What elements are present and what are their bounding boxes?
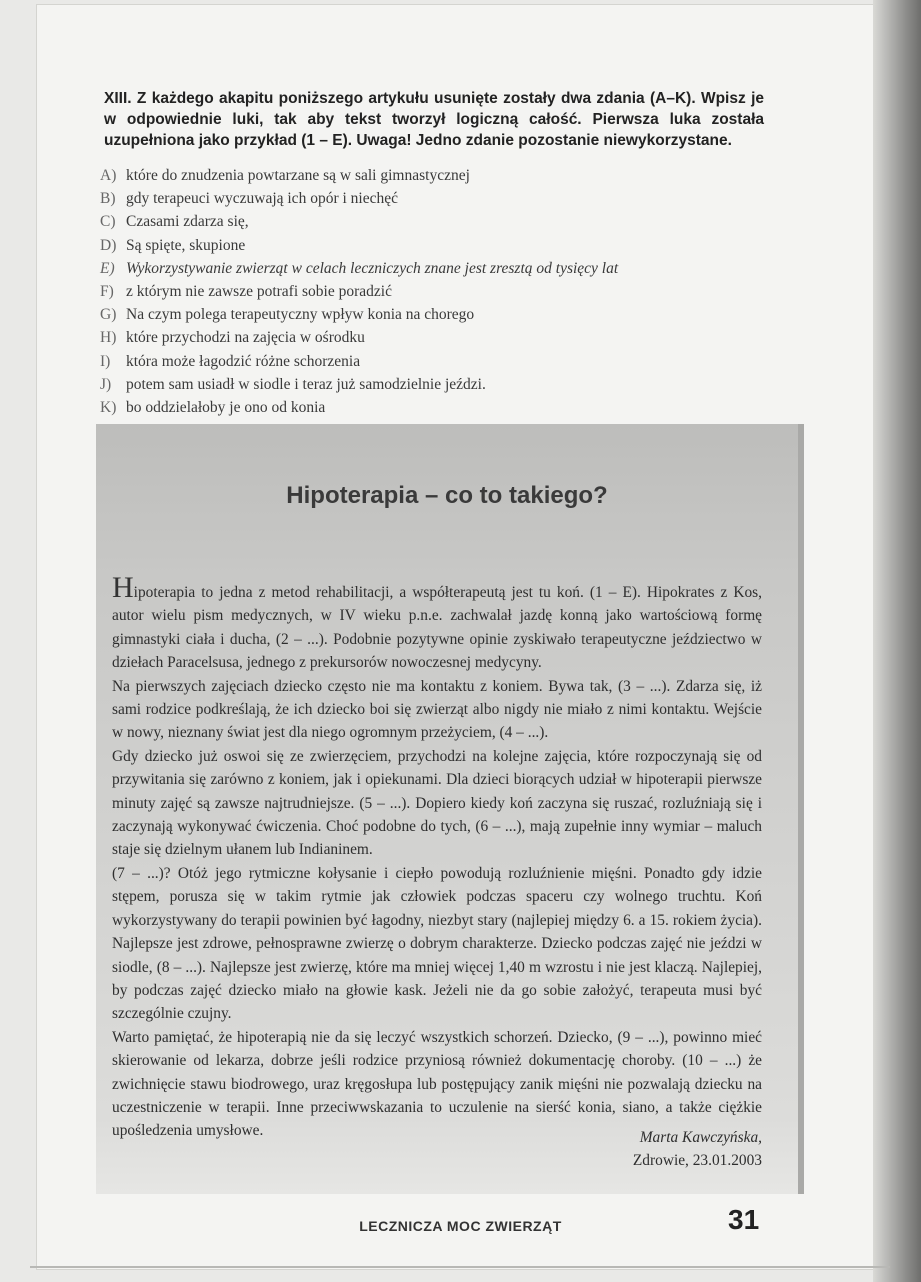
article-paragraph: (7 – ...)? Otóż jego rytmiczne kołysanie i ciepło powodują rozluźnienie mięśni. Ponadto gdy idzie stępem, porusza się w takim rytmie jak człowiek podczas spaceru czy wolnego truchtu. Koń wykorzystywany do terapii powinien być łagodny, niezbyt stary (najlepiej między 6. a 15. rokiem życia). Najlepsze jest zdrowe, pełnosprawne zwierzę o dobrym charakterze. Dziecko podczas zajęć nie jeździ w siodle, (8 – ...). Najlepsze jest zwierzę, które ma mniej więcej 1,40 m wzrostu i nie jest klaczą. Najlepiej, by podczas zajęć dziecko miało na głowie kask. Jeżeli nie da go sobie założyć, terapeuta musi być szczególnie czujny. (112, 864, 762, 1023)
article-paragraph: Warto pamiętać, że hipoterapią nie da się leczyć wszystkich schorzeń. Dziecko, (9 – ...), powinno mieć skierowanie od lekarza, dobrze jeśli rodzice przyniosą również dokumentację choroby. (10 – ...) że zwichnięcie stawu biodrowego, uraz kręgosłupa lub postępujący zanik mięśni nie pozwalają dziecku na uczestniczenie w terapii. Inne przeciwwskazania to uczulenie na sierść konia, siano, a także ciężkie upośledzenia umysłowe. (112, 1028, 762, 1140)
option-e-example: E) Wykorzystywanie zwierząt w celach leczniczych znane jest zresztą od tysięcy lat (100, 259, 619, 277)
option-k: K) bo oddzielałoby je ono od konia (100, 399, 326, 417)
option-g: G) Na czym polega terapeutyczny wpływ konia na chorego (100, 306, 475, 324)
article-body (112, 571, 762, 1143)
article-box (96, 424, 798, 1194)
drop-cap: H (112, 571, 134, 604)
article-paragraph: Na pierwszych zajęciach dziecko często nie ma kontaktu z koniem. Bywa tak, (3 – ...). Zdarza się, iż sami rodzice podkreślają, że ich dziecko boi się zwierząt albo nigdy nie miało z nimi kontaktu. Wejście w nowy, nieznany świat jest dla niego ogromnym przeżyciem, (4 – ...). (112, 677, 762, 742)
page-number: 31 (728, 1204, 760, 1235)
option-f: F) z którym nie zawsze potrafi sobie poradzić (100, 283, 392, 301)
option-d: D) Są spięte, skupione (100, 236, 246, 254)
option-b: B) gdy terapeuci wyczuwają ich opór i niechęć (100, 190, 398, 208)
article-title: Hipoterapia – co to takiego? (286, 482, 608, 509)
task-instruction: XIII. Z każdego akapitu poniższego artykułu usunięte zostały dwa zdania (A–K). Wpisz je w odpowiednie luki, tak aby tekst tworzył logiczną całość. Pierwsza luka została uzupełniona jako przykład (1 – E). Uwaga! Jedno zdanie pozostanie niewykorzystane. (104, 90, 764, 149)
option-i: I) która może łagodzić różne schorzenia (100, 352, 361, 370)
page-bottom-edge (30, 1266, 890, 1268)
article-author: Marta Kawczyńska, (639, 1129, 762, 1146)
option-c: C) Czasami zdarza się, (100, 213, 249, 231)
option-a: A) które do znudzenia powtarzane są w sali gimnastycznej (100, 167, 470, 184)
option-h: H) które przychodzi na zajęcia w ośrodku (100, 329, 365, 347)
page-edge-shadow (873, 0, 921, 1282)
option-j: J) potem sam usiadł w siodle i teraz już samodzielnie jeździ. (100, 375, 486, 393)
article-source: Zdrowie, 23.01.2003 (632, 1152, 762, 1169)
article-signature (633, 1126, 762, 1172)
options-list (100, 164, 780, 419)
article-paragraph: Gdy dziecko już oswoi się ze zwierzęciem, przychodzi na kolejne zajęcia, które rozpoczynają się od przywitania się zarówno z koniem, jak i opiekunami. Dla dzieci biorących udział w hipoterapii pierwsze minuty zajęć są zawsze najtrudniejsze. (5 – ...). Dopiero kiedy koń zaczyna się ruszać, rozluźniają się i zaczynają wykonywać ćwiczenia. Choć podobne do tych, (6 – ...), mają zupełnie inny wymiar – maluch staje się dzielnym ułanem lub Indianinem. (112, 747, 762, 859)
article-paragraph: Hipoterapia to jedna z metod rehabilitacji, a współterapeutą jest tu koń. (1 – E). Hipokrates z Kos, autor wielu pism medycznych, w IV wieku p.n.e. zachwalał jazdę konną jako wartościową formę gimnastyki ciała i ducha, (2 – ...). Podobnie pozytywne opinie zyskiwało terapeutyczne jeździectwo w dziełach Paracelsusa, jednego z prekursorów nowoczesnej medycyny. (112, 571, 762, 672)
footer-section-title: LECZNICZA MOC ZWIERZĄT (359, 1218, 562, 1234)
